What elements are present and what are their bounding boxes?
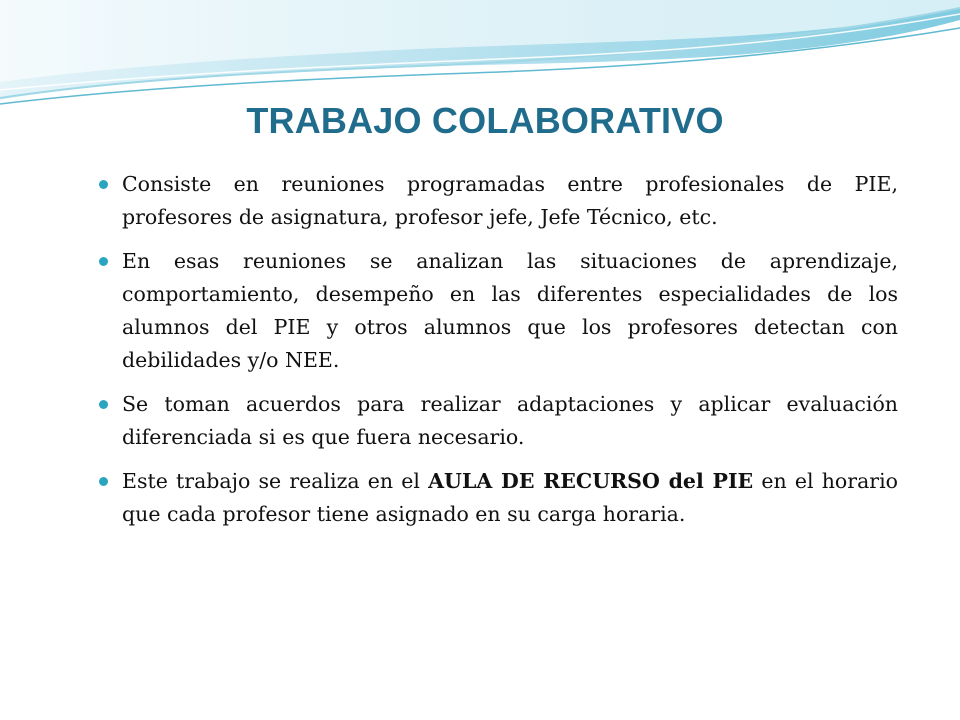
bullet-dot-icon [99,400,108,409]
bullet-item-2 [98,245,898,377]
bullet-text-4-after: en el horario que cada profesor tiene asignado en su carga horaria. [122,469,898,526]
bullet-text-4-bold: AULA DE RECURSO del PIE [428,469,754,493]
bullet-text-3: Se toman acuerdos para realizar adaptaciones y aplicar evaluación diferenciada si es que fuera necesario. [122,392,898,449]
slide-title: TRABAJO COLABORATIVO [246,100,724,141]
bullet-text-1: Consiste en reuniones programadas entre profesionales de PIE, profesores de asignatura, profesor jefe, Jefe Técnico, etc. [122,172,898,229]
bullet-text-4-before: Este trabajo se realiza en el [122,469,429,493]
bullet-item-4 [98,465,898,531]
bullet-dot-icon [99,180,108,189]
bullet-text-2: En esas reuniones se analizan las situaciones de aprendizaje, comportamiento, desempeño en las diferentes especialidades de los alumnos del PIE y otros alumnos que los profesores detectan con debilidades y/o NEE. [122,249,898,372]
bullet-item-3 [98,388,898,454]
bullet-dot-icon [99,257,108,266]
bullet-list [98,168,898,542]
bullet-dot-icon [99,477,108,486]
bullet-item-1 [98,168,898,234]
